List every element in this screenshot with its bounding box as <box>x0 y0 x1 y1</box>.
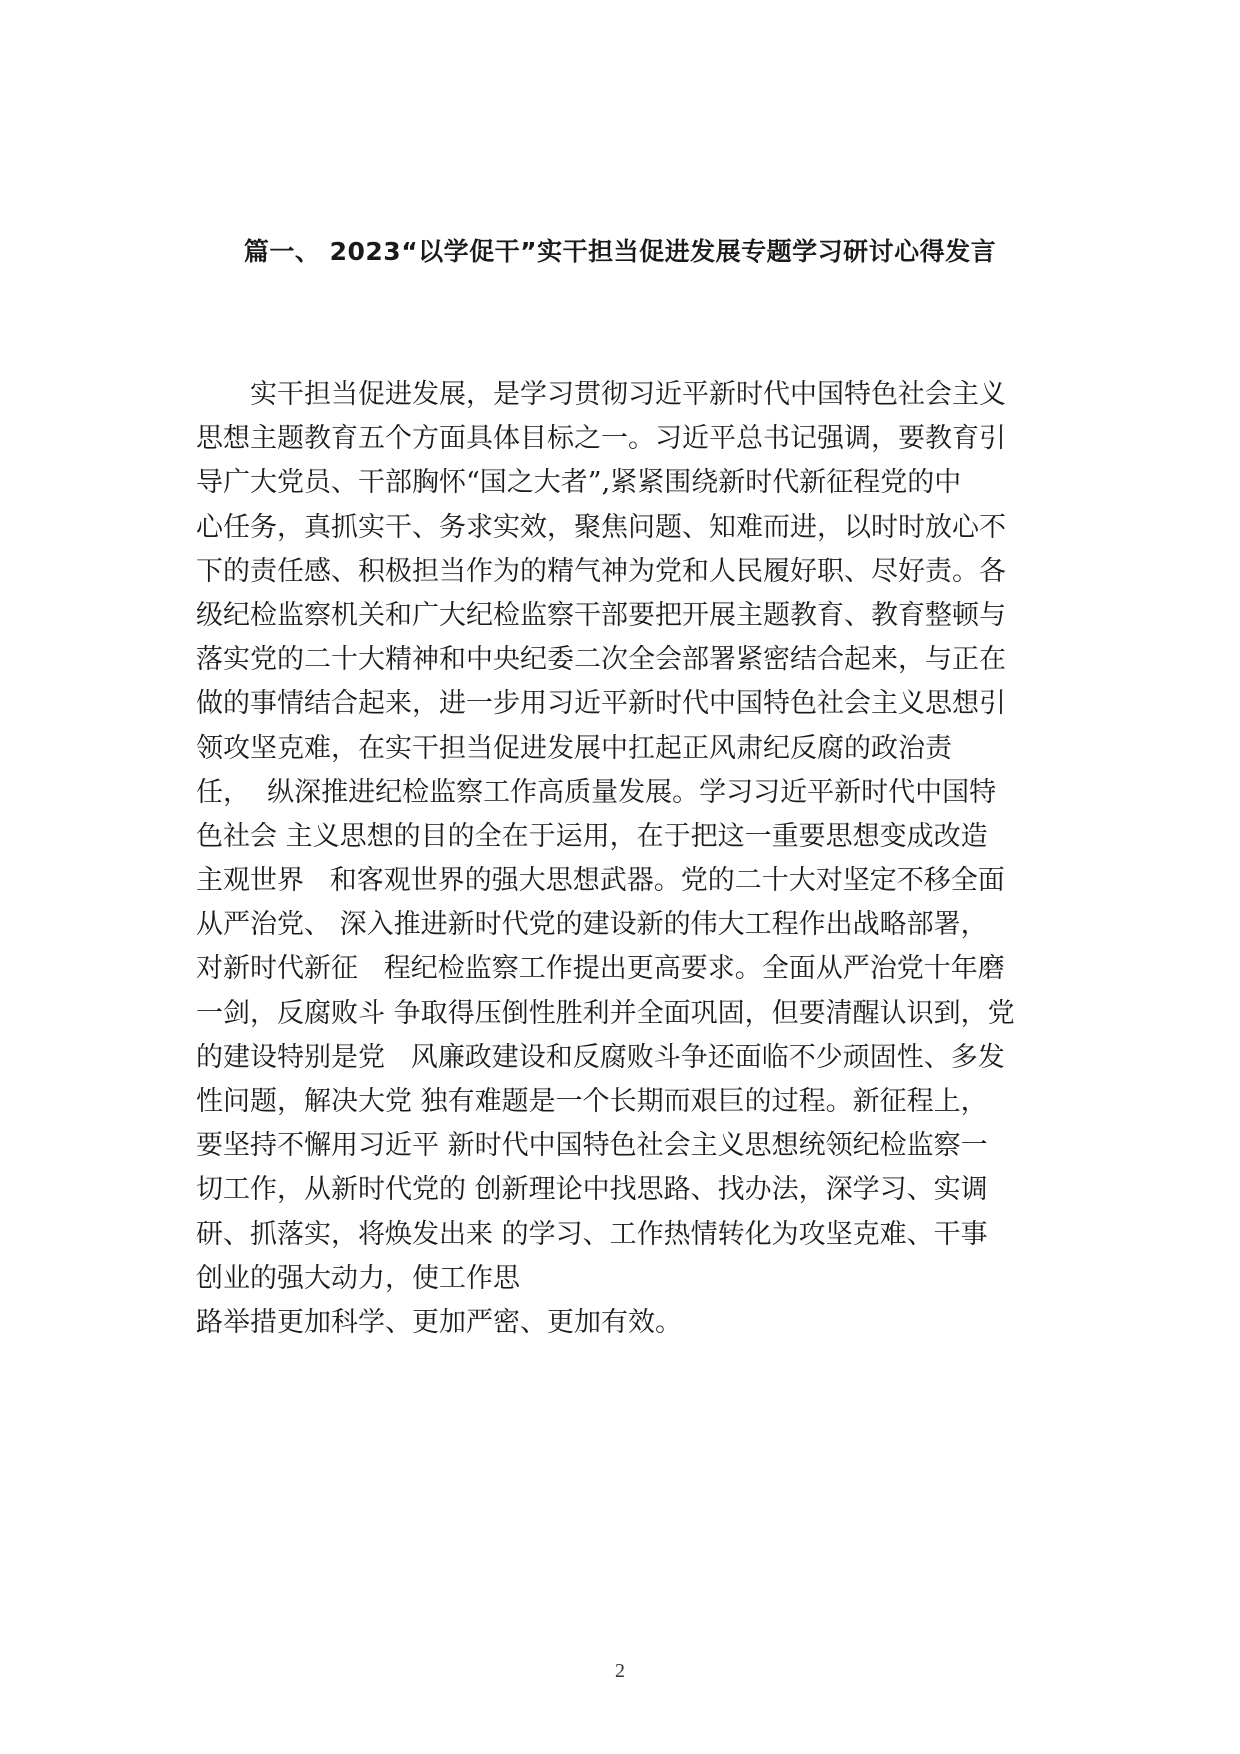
page-number: 2 <box>615 1660 625 1682</box>
body-line: 一剑，反腐败斗 争取得压倒性胜利并全面巩固，但要清醒认识到，党 <box>196 997 1015 1029</box>
body-line: 级纪检监察机关和广大纪检监察干部要把开展主题教育、教育整顿与 <box>196 599 1006 631</box>
body-line: 思想主题教育五个方面具体目标之一。习近平总书记强调，要教育引 <box>196 423 1006 455</box>
body-line: 的建设特别是党 风廉政建设和反腐败斗争还面临不少顽固性、多发 <box>196 1041 1005 1073</box>
body-line: 路举措更加科学、更加严密、更加有效。 <box>196 1306 682 1338</box>
body-line: 导广大党员、干部胸怀“国之大者”,紧紧围绕新时代新征程党的中 <box>196 467 962 499</box>
body-line: 领攻坚克难，在实干担当促进发展中扛起正风肃纪反腐的政治责 <box>196 732 952 764</box>
document-body <box>196 373 1076 1345</box>
body-line: 下的责任感、积极担当作为的精气神为党和人民履好职、尽好责。各 <box>196 555 1006 587</box>
body-line: 要坚持不懈用习近平 新时代中国特色社会主义思想统领纪检监察一 <box>196 1130 988 1162</box>
body-line: 创业的强大动力，使工作思 <box>196 1262 520 1294</box>
body-line: 对新时代新征 程纪检监察工作提出更高要求。全面从严治党十年磨 <box>196 953 1005 985</box>
body-line: 落实党的二十大精神和中央纪委二次全会部署紧密结合起来，与正在 <box>196 644 1006 676</box>
body-line: 色社会 主义思想的目的全在于运用，在于把这一重要思想变成改造 <box>196 820 988 852</box>
body-line: 做的事情结合起来，进一步用习近平新时代中国特色社会主义思想引 <box>196 688 1006 720</box>
body-line: 从严治党、 深入推进新时代党的建设新的伟大工程作出战略部署， <box>196 909 988 941</box>
body-line: 研、抓落实，将焕发出来 的学习、工作热情转化为攻坚克难、干事 <box>196 1218 988 1250</box>
body-line: 任， 纵深推进纪检监察工作高质量发展。学习习近平新时代中国特 <box>196 776 997 808</box>
body-line: 主观世界 和客观世界的强大思想武器。党的二十大对坚定不移全面 <box>196 865 1005 897</box>
body-line: 切工作，从新时代党的 创新理论中找思路、找办法，深学习、实调 <box>196 1174 988 1206</box>
body-line: 实干担当促进发展，是学习贯彻习近平新时代中国特色社会主义 <box>196 379 1006 410</box>
body-line: 性问题，解决大党 独有难题是一个长期而艰巨的过程。新征程上， <box>196 1086 988 1117</box>
document-title: 篇一、 2023“以学促干”实干担当促进发展专题学习研讨心得发言 <box>243 237 997 266</box>
body-line: 心任务，真抓实干、务求实效，聚焦问题、知难而进，以时时放心不 <box>196 511 1006 543</box>
